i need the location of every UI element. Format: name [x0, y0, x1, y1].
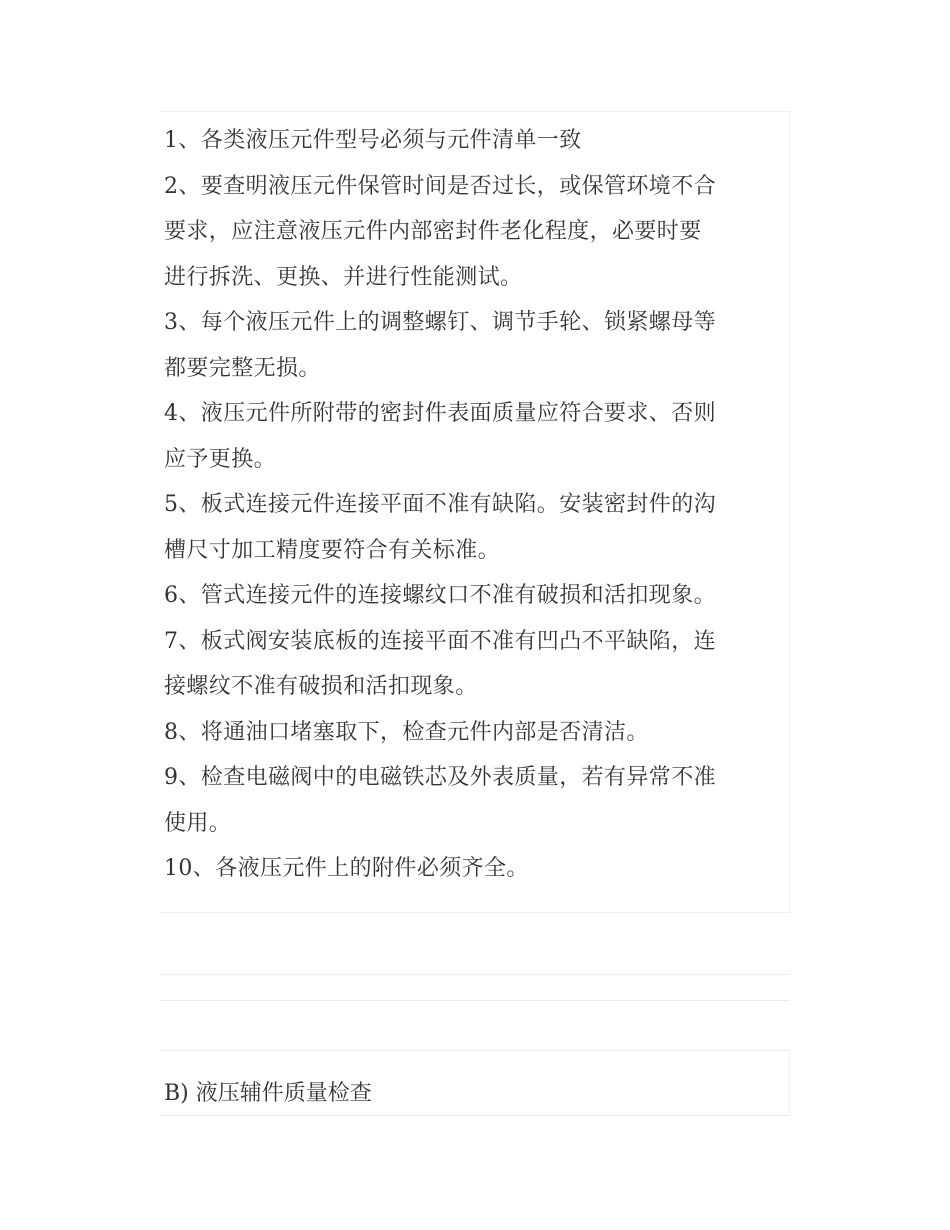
list-line: 1、各类液压元件型号必须与元件清单一致	[164, 128, 582, 153]
inspection-list	[164, 118, 788, 892]
list-line: 10、各液压元件上的附件必须齐全。	[164, 856, 529, 881]
list-line: 7、板式阀安装底板的连接平面不准有凹凸不平缺陷，连	[164, 628, 716, 654]
list-line: 9、检查电磁阀中的电磁铁芯及外表质量，若有异常不准	[164, 765, 716, 790]
list-line: 要求，应注意液压元件内部密封件老化程度，必要时要	[164, 219, 702, 244]
list-line: 5、板式连接元件连接平面不准有缺陷。安装密封件的沟	[164, 492, 716, 517]
inspection-list-box	[160, 111, 790, 913]
list-line: 使用。	[164, 810, 232, 836]
list-line: 进行拆洗、更换、并进行性能测试。	[164, 264, 523, 290]
list-line: 应予更换。	[164, 446, 277, 472]
section-heading: B) 液压辅件质量检查	[164, 1081, 372, 1106]
list-line: 4、液压元件所附带的密封件表面质量应符合要求、否则	[164, 401, 716, 426]
list-line: 接螺纹不准有破损和活扣现象。	[164, 674, 478, 699]
list-line: 6、管式连接元件的连接螺纹口不准有破损和活扣现象。	[164, 583, 716, 608]
divider	[160, 974, 790, 975]
list-line: 2、要查明液压元件保管时间是否过长，或保管环境不合	[164, 173, 716, 199]
list-line: 都要完整无损。	[164, 355, 321, 381]
list-line: 8、将通油口堵塞取下，检查元件内部是否清洁。	[164, 719, 649, 745]
section-box	[160, 1050, 790, 1116]
divider	[160, 1000, 790, 1001]
list-line: 槽尺寸加工精度要符合有关标准。	[164, 537, 501, 563]
list-line: 3、每个液压元件上的调整螺钉、调节手轮、锁紧螺母等	[164, 310, 716, 335]
